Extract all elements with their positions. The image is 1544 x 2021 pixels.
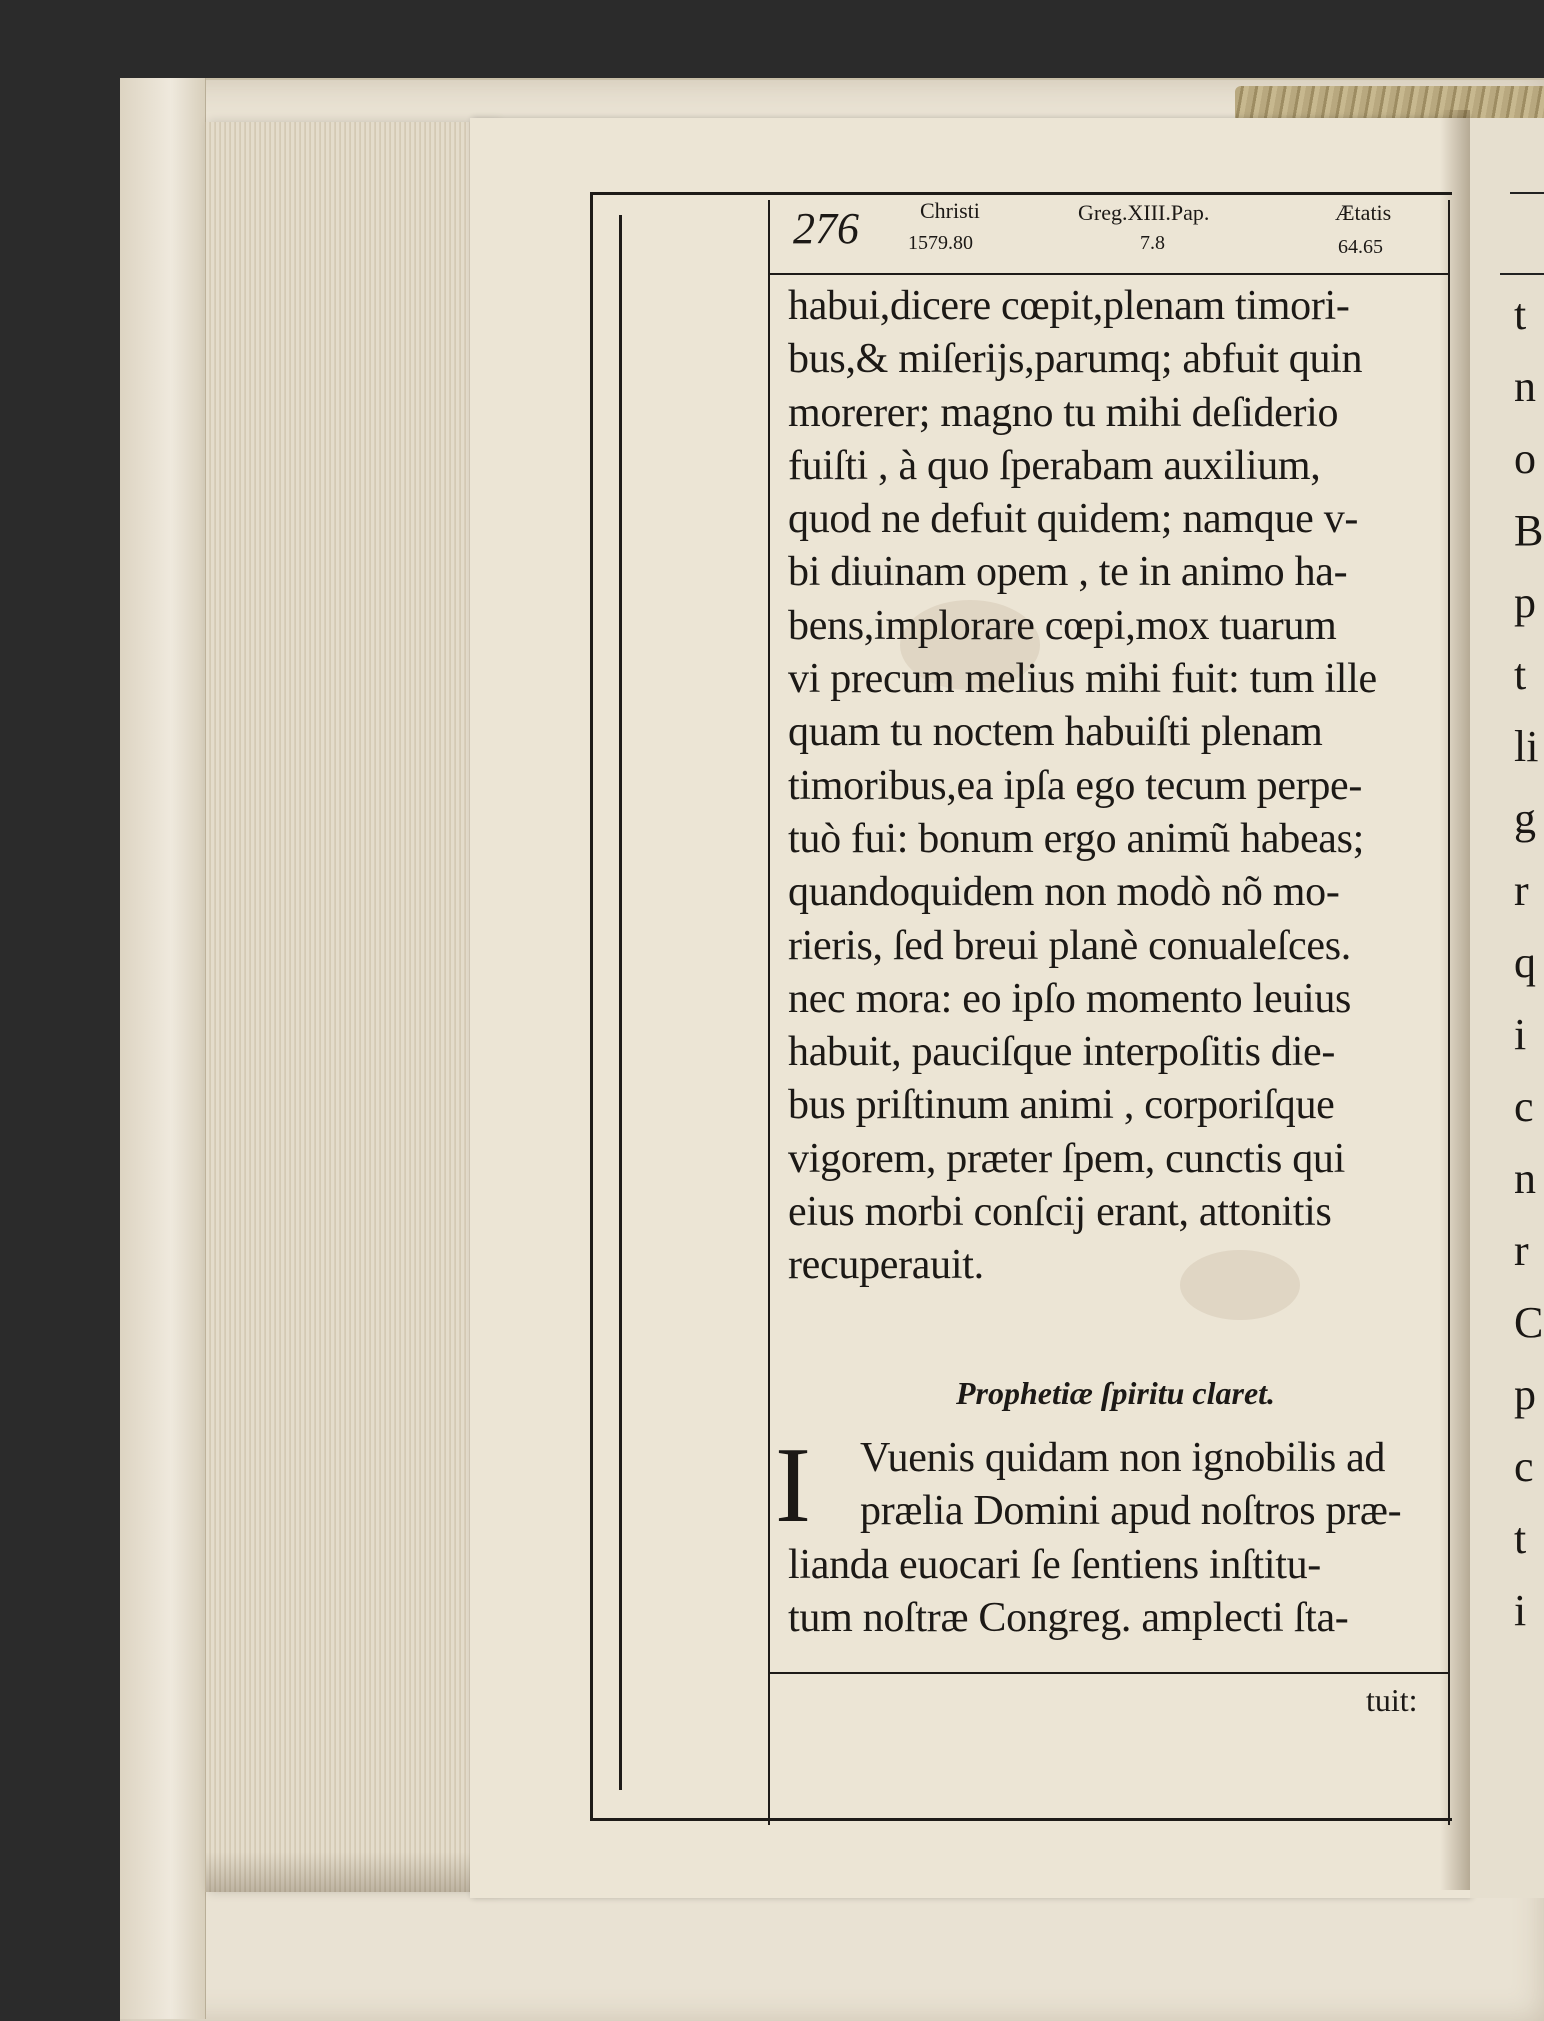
text-line: quod ne defuit quidem; namque v- [788,496,1359,543]
text-line: bens,implorare cœpi,mox tuarum [788,602,1337,649]
facing-letter: r [1514,866,1529,915]
facing-letter: B [1514,506,1544,555]
text-line: morerer; magno tu mihi deſiderio [788,389,1339,436]
facing-letter: q [1514,938,1536,987]
frame-top-rule [590,192,1452,195]
text-line: rieris, ſed breui planè conualeſces. [788,922,1351,969]
facing-letter: p [1514,578,1536,627]
text-line: timoribus,ea ipſa ego tecum perpe- [788,762,1363,809]
header-value-pope: 7.8 [1140,232,1165,254]
facing-letter: c [1514,1442,1534,1491]
facing-header-rule [1500,273,1544,275]
header-label-pope: Greg.XIII.Pap. [1078,200,1210,225]
facing-letter: C [1514,1298,1544,1347]
frame-left-outer-rule [590,192,593,1819]
spine-headband [1235,86,1544,122]
text-line: bi diuinam opem , te in animo ha- [788,549,1348,596]
facing-letter: r [1514,1226,1529,1275]
facing-frame-rule [1510,192,1544,194]
text-line: tuò fui: bonum ergo animũ habeas; [788,815,1365,862]
cover-fold [120,78,206,2019]
header-rule [770,273,1450,275]
text-line: Vuenis quidam non ignobilis ad [860,1435,1386,1481]
facing-letter: i [1514,1586,1527,1635]
facing-letter: c [1514,1082,1534,1131]
text-bottom-rule [770,1672,1450,1674]
catchword: tuit: [1366,1682,1418,1718]
margin-column-rule [768,200,770,1825]
text-line: habuit, pauciſque interpoſitis die- [788,1029,1336,1076]
facing-letter: t [1514,290,1527,339]
facing-letter: t [1514,650,1527,699]
frame-bottom-rule [590,1818,1452,1821]
recto-page-edge [1470,118,1544,1898]
text-line: fuiſti , à quo ſperabam auxilium, [788,442,1321,489]
facing-letter: t [1514,1514,1527,1563]
facing-letter: g [1514,794,1536,843]
text-line: eius morbi conſcij erant, attonitis [788,1189,1332,1236]
gutter-shadow [1440,110,1470,1890]
frame-left-inner-rule [619,215,622,1790]
text-line: vigorem, præter ſpem, cunctis qui [788,1135,1345,1182]
text-line: quam tu noctem habuiſti plenam [788,709,1323,756]
text-line: prælia Domini apud noſtros præ- [860,1488,1402,1535]
facing-letter: o [1514,434,1536,483]
header-label-aetatis: Ætatis [1335,200,1392,225]
body-text [788,280,1443,1293]
facing-letter: p [1514,1370,1536,1419]
text-line: bus priſtinum animi , corporiſque [788,1082,1335,1129]
text-line: lianda euocari ſe ſentiens inſtitu- [788,1541,1321,1588]
header-value-aetatis: 64.65 [1338,236,1383,258]
text-line: recuperauit. [788,1242,984,1289]
section-text [788,1432,1443,1645]
frame-right-rule [1448,200,1450,1825]
facing-letter: n [1514,362,1536,411]
drop-initial: I [775,1426,811,1545]
header-value-christi: 1579.80 [908,232,973,254]
facing-letter: i [1514,1010,1527,1059]
text-line: tum noſtræ Congreg. amplecti ſta- [788,1594,1349,1641]
text-line: quandoquidem non modò nõ mo- [788,869,1340,916]
text-line: vi precum melius mihi fuit: tum ille [788,656,1377,703]
page-number: 276 [793,204,859,253]
header-label-christi: Christi [920,198,980,223]
page-block-fore-edge [205,122,496,1892]
section-heading: Prophetiæ ſpiritu claret. [955,1375,1276,1411]
text-line: habui,dicere cœpit,plenam timori- [788,283,1350,329]
facing-letter: n [1514,1154,1536,1203]
facing-letter: li [1514,722,1539,771]
text-line: bus,& miſerijs,parumq; abfuit quin [788,336,1363,383]
text-line: nec mora: eo ipſo momento leuius [788,975,1352,1022]
